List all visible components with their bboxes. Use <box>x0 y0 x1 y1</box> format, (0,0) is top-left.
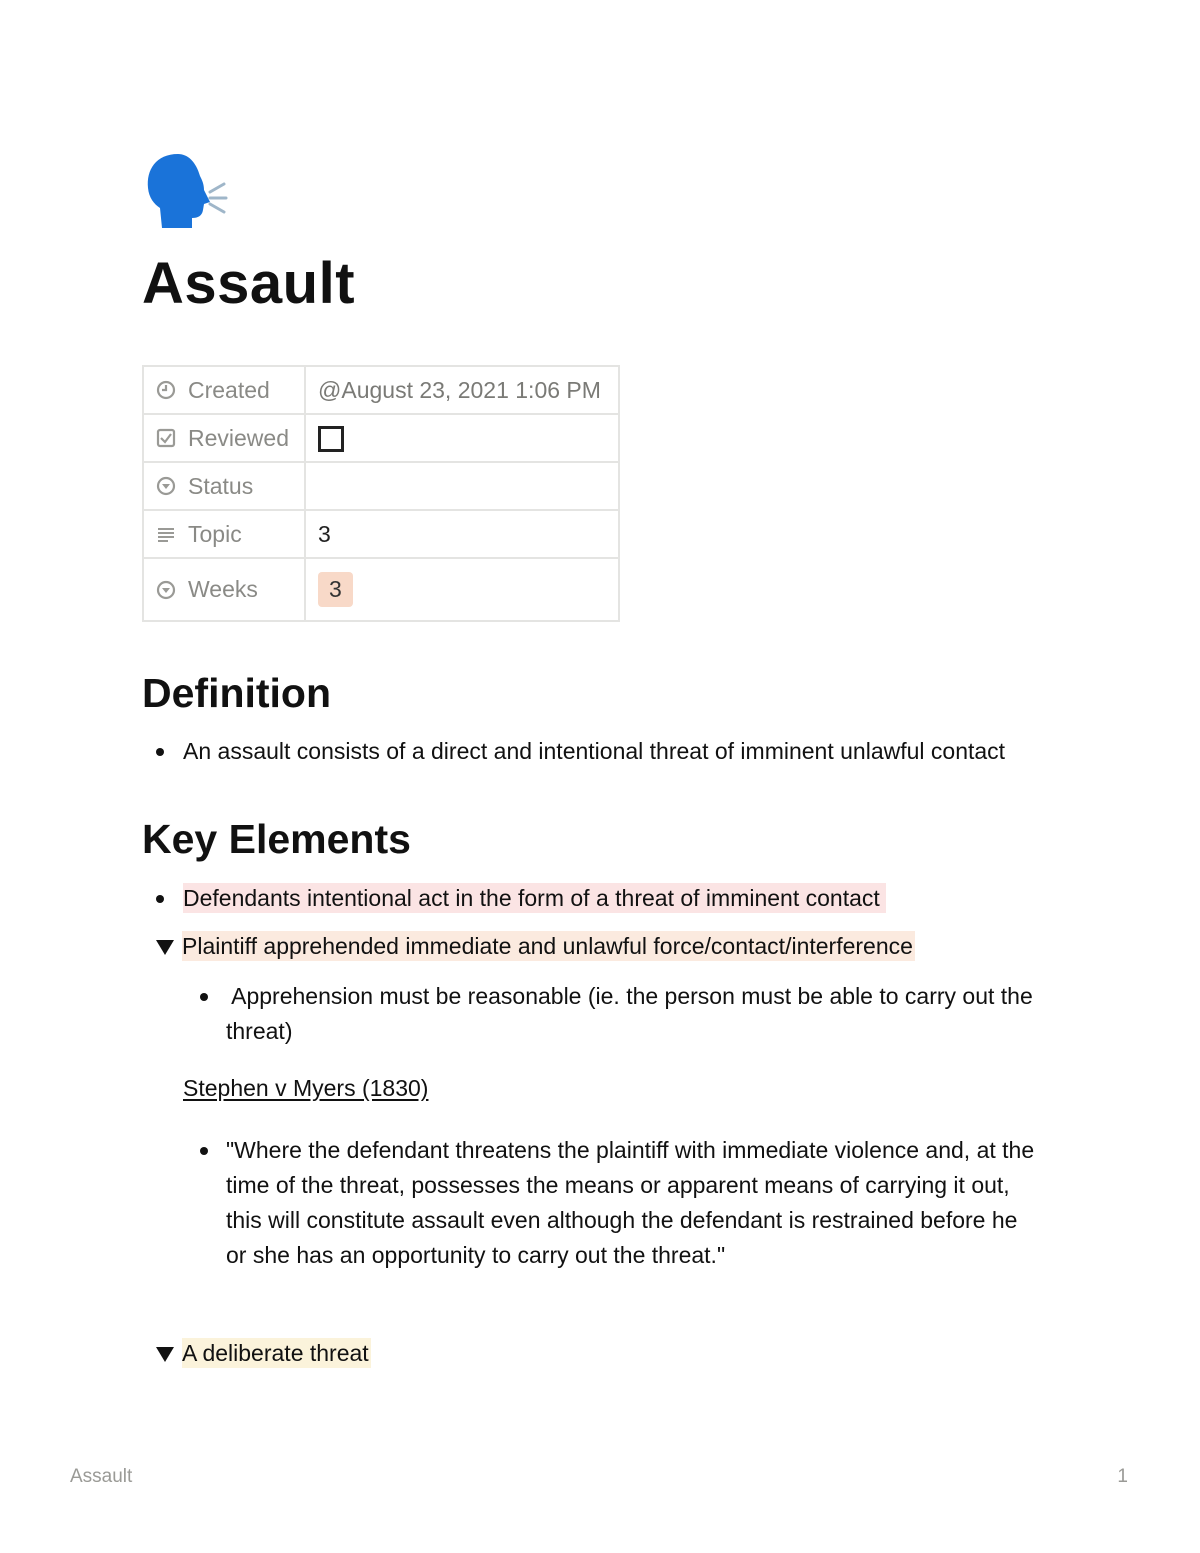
page-title[interactable]: Assault <box>142 251 356 316</box>
definition-heading: Definition <box>142 670 332 716</box>
list-item: Apprehension must be reasonable (ie. the person must be able to carry out the threat) <box>226 979 1066 1049</box>
key-elements-heading: Key Elements <box>142 816 411 862</box>
property-row-status <box>143 462 619 510</box>
property-name: Created <box>188 376 270 403</box>
property-name: Topic <box>188 520 242 547</box>
bullet-dot <box>200 1147 208 1155</box>
property-name: Reviewed <box>188 424 289 451</box>
select-property-icon <box>156 580 176 600</box>
highlighted-text: Plaintiff apprehended immediate and unlawful force/contact/interference <box>182 933 913 959</box>
case-link[interactable]: Stephen v Myers (1830) <box>183 1075 429 1101</box>
property-row-weeks <box>143 558 619 621</box>
page-number: 1 <box>1117 1466 1128 1487</box>
properties-table <box>142 365 620 622</box>
speaking-head-icon[interactable] <box>140 150 230 240</box>
footer-title: Assault <box>70 1466 133 1487</box>
quote-list-item: "Where the defendant threatens the plaintiff with immediate violence and, at the time of the threat, possesses the means or apparent means of carrying it out, this will constitute assault even although the defendant is restrained before he or she has an opportunity to carry out the threat." <box>226 1133 1086 1273</box>
property-name: Status <box>188 472 254 499</box>
select-property-icon <box>156 476 176 496</box>
bullet-dot <box>156 748 164 756</box>
toggle-triangle-icon[interactable] <box>156 940 174 955</box>
property-row-created <box>143 366 619 414</box>
highlighted-text: Defendants intentional act in the form of a threat of imminent contact <box>183 883 886 913</box>
toggle-block[interactable] <box>182 1336 371 1371</box>
created-value[interactable]: @August 23, 2021 1:06 PM <box>305 366 619 414</box>
list-item <box>183 881 886 916</box>
reviewed-checkbox[interactable] <box>318 426 344 452</box>
toggle-triangle-icon[interactable] <box>156 1347 174 1362</box>
weeks-tag[interactable]: 3 <box>318 572 353 607</box>
checkbox-property-icon <box>156 428 176 448</box>
clock-icon <box>156 380 176 400</box>
text-lines-icon <box>156 524 176 544</box>
highlighted-text: A deliberate threat <box>182 1340 369 1366</box>
list-item: An assault consists of a direct and intentional threat of imminent unlawful contact <box>183 734 1005 769</box>
toggle-block[interactable] <box>182 929 915 964</box>
bullet-dot <box>156 895 164 903</box>
topic-value[interactable]: 3 <box>305 510 619 558</box>
property-row-reviewed <box>143 414 619 462</box>
property-name: Weeks <box>188 576 258 602</box>
property-row-topic <box>143 510 619 558</box>
status-value[interactable] <box>305 462 619 510</box>
bullet-dot <box>200 993 208 1001</box>
